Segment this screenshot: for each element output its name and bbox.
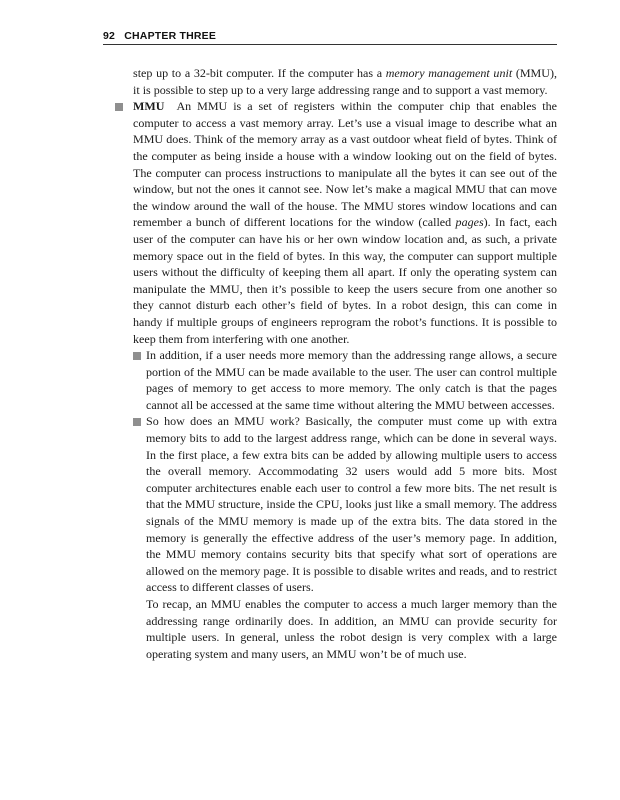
body-text bbox=[103, 65, 557, 662]
sub-bullet-text: In addition, if a user needs more memory than the addressing range allows, a secure portion of the MMU can be made available to the user. The user can control multiple pages of memory to get access to more memory. The only catch is that the pages cannot all be accessed at the same time without altering the MMU between accesses. bbox=[146, 348, 557, 412]
mmu-bullet-item bbox=[103, 98, 557, 347]
page-number: 92 bbox=[103, 30, 116, 42]
recap-text: To recap, an MMU enables the computer to access a much larger memory than the addressing range ordinarily does. In addition, an MMU can provide security for multiple users. In general, unless the robot design is very complex with a large operating system and many users, an MMU won’t be of much use. bbox=[146, 597, 557, 661]
intro-text-continued: (MMU), it is possible to step up to a very large addressing range and to support a vast memory. bbox=[133, 66, 557, 97]
sub-bullet-text: So how does an MMU work? Basically, the computer must come up with extra memory bits to add to the largest address range, which can be done in several ways. In the first place, a few extra bits can be added by allowing multiple users to access the overall memory. Accommodating 32 users would add 5 more bits. Most computer architectures enable each user to control a few more bits. The net result is that the MMU structure, inside the CPU, looks just like a small memory. The address signals of the MMU memory is made up of the extra bits. The data stored in the memory is generally the effective address of the user’s memory page. In addition, the MMU memory contains security bits that specify what sort of operations are allowed on the memory page. It is possible to disable writes and reads, and to restrict access to different classes of users. bbox=[146, 414, 557, 595]
square-bullet-icon bbox=[133, 352, 141, 360]
running-head bbox=[103, 30, 557, 42]
pages-term: pages bbox=[455, 215, 484, 230]
sub-bullet-item bbox=[103, 347, 557, 413]
square-bullet-icon bbox=[133, 418, 141, 426]
header-rule bbox=[103, 44, 557, 45]
recap-paragraph bbox=[103, 596, 557, 662]
intro-paragraph bbox=[103, 65, 557, 98]
chapter-title: CHAPTER THREE bbox=[124, 30, 217, 42]
sub-bullet-item bbox=[103, 413, 557, 596]
mmu-text-continued: ). In fact, each user of the computer can have his or her own window location and, as such, a private memory space out in the field of bytes. In this way, the computer can support multiple users without the difficulty of keeping them all apart. If only the operating system can manipulate the MMU, then it’s possible to keep the users secure from one another so they cannot disturb each other’s field of bytes. In a robot design, this can come in handy if multiple groups of engineers reprogram the robot’s functions. It is possible to keep them from interfering with one another. bbox=[133, 215, 557, 346]
mmu-heading: MMU bbox=[133, 99, 165, 114]
intro-text: step up to a 32-bit computer. If the computer has a bbox=[133, 66, 386, 80]
square-bullet-icon bbox=[115, 103, 123, 111]
mmu-text: An MMU is a set of registers within the computer chip that enables the computer to access a vast memory array. Let’s use a visual image to describe what an MMU does. Think of the memory array as a vast outdoor wheat field of bytes. Think of the computer as being inside a house with a window looking out on the field of bytes. The computer can process instructions to manipulate all the bytes it can see out of the window, but not the ones it cannot see. Now let’s make a magical MMU that can move the window around the wall of the house. The MMU stores window locations and can remember a bunch of different locations for the window (called bbox=[133, 99, 557, 230]
memory-management-unit-term: memory management unit bbox=[385, 66, 513, 80]
